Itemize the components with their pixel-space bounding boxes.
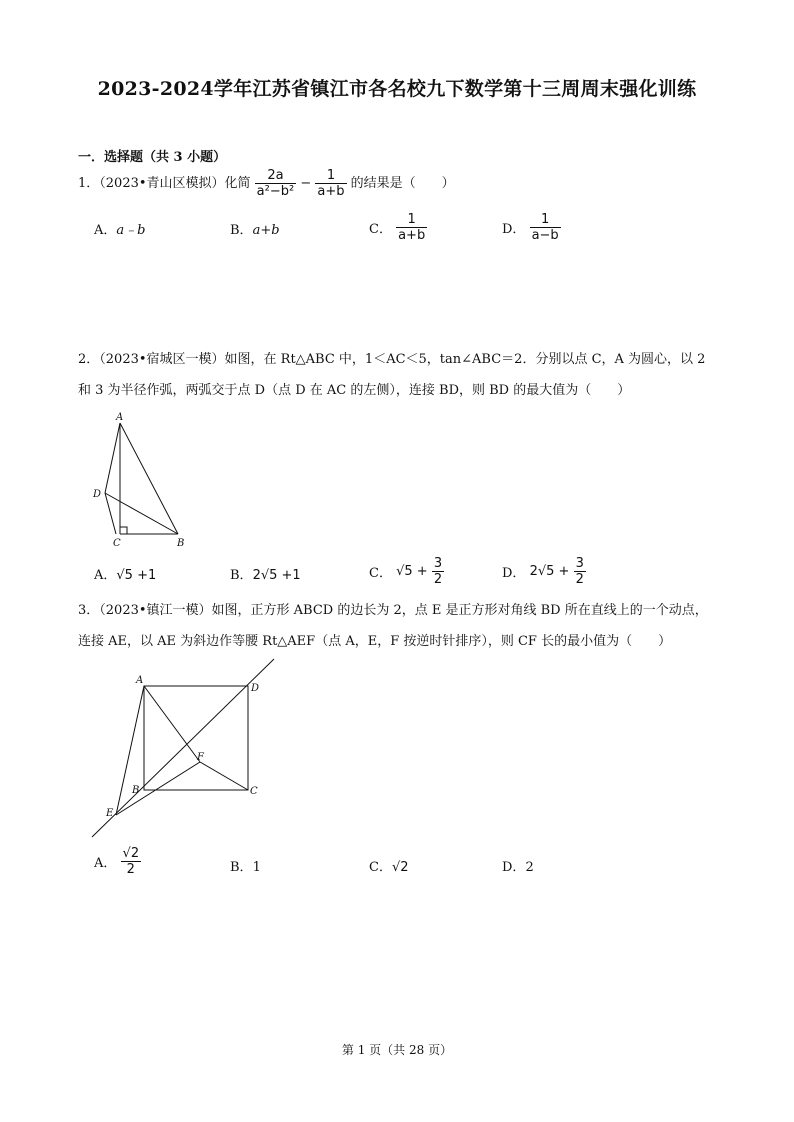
page-footer: 第 1 页（共 28 页） xyxy=(341,1043,453,1057)
q2-option-d-label: D． xyxy=(502,566,526,581)
q1-option-c-numerator: 1 xyxy=(396,212,427,228)
q1-fraction-1 xyxy=(255,168,297,199)
q1-option-c-denominator: a+b xyxy=(398,228,426,243)
q3-option-d-value: 2 xyxy=(525,860,534,875)
document-title: 2023-2024学年江苏省镇江市各名校九下数学第十三周周末强化训练 xyxy=(97,78,697,100)
q3-segment-af xyxy=(144,686,200,762)
q1-option-b xyxy=(230,219,280,238)
q2-segment-ad xyxy=(105,423,120,493)
q3-option-b-label: B． xyxy=(230,860,253,875)
q1-suffix: 的结果是（ ） xyxy=(350,176,455,191)
q3-label-c: C xyxy=(250,786,258,797)
q2-option-c-numerator: 3 xyxy=(433,556,443,571)
q1-frac2-denominator: a+b xyxy=(317,184,345,199)
question-2-line-2: 和 3 为半径作弧，两弧交于点 D（点 D 在 AC 的左侧），连接 BD，则 BD 的最大值为（ ） xyxy=(78,383,631,398)
q1-option-b-label: B． xyxy=(230,223,253,238)
q2-segment-dc xyxy=(105,493,116,534)
q3-option-a-label: A． xyxy=(94,856,117,871)
q2-option-d-fraction xyxy=(574,556,586,587)
q2-label-b: B xyxy=(177,538,185,549)
q3-option-c-label: C． xyxy=(369,860,392,875)
q3-option-b xyxy=(230,856,261,875)
q1-frac2-numerator: 1 xyxy=(315,168,346,184)
question-3-line-2: 连接 AE，以 AE 为斜边作等腰 Rt△AEF（点 A，E，F 按逆时针排序），则 CF 长的最小值为（ ） xyxy=(78,634,672,649)
q2-option-d-numerator: 3 xyxy=(575,556,584,571)
q3-option-b-value: 1 xyxy=(252,860,261,875)
q1-frac1-numerator: 2a xyxy=(255,168,297,184)
q3-option-a-denominator: 2 xyxy=(126,862,135,877)
q2-figure xyxy=(88,408,198,550)
q2-option-b xyxy=(230,564,301,583)
q1-prefix: 1．（2023•青山区模拟）化简 xyxy=(78,176,251,191)
q2-option-a xyxy=(94,564,156,583)
q2-option-c-radical: √5 xyxy=(396,564,413,579)
q3-option-a-numerator: √2 xyxy=(122,846,140,861)
q1-option-c-fraction xyxy=(396,212,427,243)
q1-option-b-value: a+b xyxy=(252,223,280,238)
q2-option-a-label: A． xyxy=(94,568,117,583)
q2-option-d-plus: + xyxy=(558,564,570,579)
q2-right-angle-mark xyxy=(120,527,127,534)
q1-option-d xyxy=(502,212,561,243)
q1-option-c-label: C． xyxy=(369,222,392,237)
q1-option-a xyxy=(94,219,145,238)
q2-label-d: D xyxy=(93,489,102,500)
q2-option-b-label: B． xyxy=(230,568,253,583)
q3-option-a-fraction xyxy=(121,846,142,877)
q3-option-d xyxy=(502,856,534,875)
q2-option-c xyxy=(369,556,444,587)
q2-option-c-denominator: 2 xyxy=(433,572,443,587)
q2-label-c: C xyxy=(113,538,121,549)
q3-label-b: B xyxy=(132,785,140,796)
q1-frac1-denominator: a²−b² xyxy=(256,184,295,199)
q3-label-f: F xyxy=(197,752,204,763)
question-1-stem xyxy=(78,168,455,199)
q3-square-abcd xyxy=(144,686,248,790)
q2-label-a: A xyxy=(116,412,124,423)
section-heading: 一．选择题（共 3 小题） xyxy=(78,150,227,165)
q3-option-a xyxy=(94,846,141,877)
q2-option-d-denominator: 2 xyxy=(575,572,584,587)
q3-figure xyxy=(88,655,288,845)
q3-label-a: A xyxy=(136,675,144,686)
q3-option-c-value: √2 xyxy=(391,860,409,875)
question-2-line-1: 2．（2023•宿城区一模）如图，在 Rt△ABC 中，1＜AC＜5，tan∠ABC＝2．分别以点 C，A 为圆心，以 2 xyxy=(78,352,706,367)
q3-segment-ef xyxy=(116,762,200,815)
q1-option-a-label: A． xyxy=(94,223,117,238)
q3-segment-ae xyxy=(116,686,144,815)
q1-minus: − xyxy=(300,176,312,191)
question-3-line-1: 3．（2023•镇江一模）如图，正方形 ABCD 的边长为 2，点 E 是正方形对角线 BD 所在直线上的一个动点， xyxy=(78,603,708,618)
q2-option-d xyxy=(502,556,586,587)
q3-label-e: E xyxy=(106,808,114,819)
q1-option-a-value: a﹣b xyxy=(116,223,146,238)
q2-option-c-plus: + xyxy=(416,564,428,579)
q1-option-d-numerator: 1 xyxy=(530,212,561,228)
q2-option-c-label: C． xyxy=(369,566,392,581)
q2-option-b-value: 2√5 +1 xyxy=(252,568,301,583)
q2-option-c-fraction xyxy=(432,556,444,587)
q3-label-d: D xyxy=(251,683,260,694)
q1-option-d-denominator: a−b xyxy=(531,228,559,243)
q2-option-a-value: √5 +1 xyxy=(116,568,157,583)
q3-segment-fc xyxy=(200,762,248,790)
q1-option-c xyxy=(369,212,427,243)
q1-fraction-2 xyxy=(315,168,346,199)
q1-option-d-label: D． xyxy=(502,222,526,237)
q2-option-d-radical: 2√5 xyxy=(529,564,555,579)
q3-option-c xyxy=(369,856,409,875)
q1-option-d-fraction xyxy=(530,212,561,243)
q3-option-d-label: D． xyxy=(502,860,526,875)
